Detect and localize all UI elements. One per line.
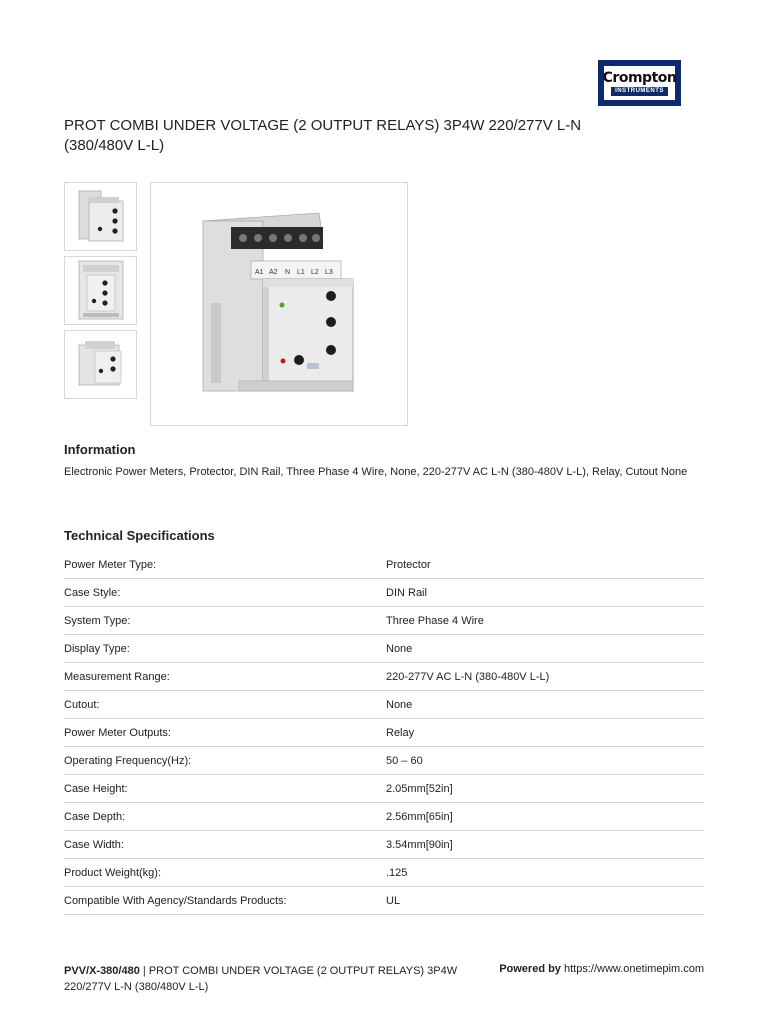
spec-value: 2.56mm[65in] [386, 810, 453, 823]
brand-logo [598, 60, 681, 106]
spec-row [64, 719, 704, 747]
spec-row [64, 663, 704, 691]
information-text: Electronic Power Meters, Protector, DIN Rail, Three Phase 4 Wire, None, 220-277V AC L-N (380-480V L-L), Relay, Cutout None [64, 466, 688, 478]
spec-row [64, 607, 704, 635]
terminal-label: A1 [255, 269, 264, 276]
footer-product-line [64, 963, 464, 995]
footer-separator: | [139, 965, 149, 977]
logo-wordmark: Crompton [602, 69, 677, 86]
spec-label: Product Weight(kg): [64, 866, 162, 879]
terminal-label: L1 [297, 269, 305, 276]
terminal-label: A2 [269, 269, 278, 276]
spec-label: Power Meter Outputs: [64, 726, 171, 739]
information-heading: Information [64, 442, 136, 457]
terminal-label: L2 [311, 269, 319, 276]
spec-value: DIN Rail [386, 586, 427, 599]
product-thumbnail-3[interactable] [64, 330, 137, 399]
spec-label: System Type: [64, 614, 131, 627]
spec-row [64, 859, 704, 887]
spec-value: Relay [386, 726, 415, 739]
spec-value: 3.54mm[90in] [386, 838, 453, 851]
spec-value: Three Phase 4 Wire [386, 614, 484, 627]
logo-subtext: INSTRUMENTS [611, 87, 668, 96]
powered-by-label: Powered by [499, 963, 561, 975]
spec-label: Cutout: [64, 698, 100, 711]
product-thumbnail-1[interactable] [64, 182, 137, 251]
spec-label: Operating Frequency(Hz): [64, 754, 192, 767]
powered-by-link[interactable]: https://www.onetimepim.com [564, 963, 704, 975]
spec-value: 220-277V AC L-N (380-480V L-L) [386, 670, 550, 683]
spec-label: Measurement Range: [64, 670, 170, 683]
terminal-label: L3 [325, 269, 333, 276]
product-title: PROT COMBI UNDER VOLTAGE (2 OUTPUT RELAYS) 3P4W 220/277V L-N (380/480V L-L) [64, 117, 582, 154]
product-main-image [150, 182, 408, 426]
spec-row [64, 803, 704, 831]
spec-label: Case Style: [64, 586, 121, 599]
footer-sku: PVV/X-380/480 [64, 965, 140, 977]
spec-value: None [386, 698, 413, 711]
spec-value: None [386, 642, 413, 655]
spec-label: Compatible With Agency/Standards Products: [64, 894, 287, 907]
spec-row [64, 831, 704, 859]
spec-value: 50 – 60 [386, 754, 423, 767]
spec-row [64, 887, 704, 915]
spec-label: Case Width: [64, 838, 124, 851]
spec-row [64, 691, 704, 719]
footer-description: PROT COMBI UNDER VOLTAGE (2 OUTPUT RELAYS) 3P4W 220/277V L-N (380/480V L-L) [64, 965, 458, 993]
spec-label: Power Meter Type: [64, 558, 157, 571]
spec-label: Case Depth: [64, 810, 126, 823]
terminal-label: N [285, 269, 291, 276]
spec-label: Display Type: [64, 642, 130, 655]
spec-row [64, 635, 704, 663]
spec-value: 2.05mm[52in] [386, 782, 453, 795]
product-thumbnail-2[interactable] [64, 256, 137, 325]
spec-row [64, 775, 704, 803]
footer-powered-by [499, 963, 704, 975]
spec-row [64, 551, 704, 579]
specs-heading: Technical Specifications [64, 528, 215, 543]
spec-value: UL [386, 894, 401, 907]
spec-row [64, 747, 704, 775]
specs-table [64, 551, 704, 915]
spec-label: Case Height: [64, 782, 128, 795]
spec-value: Protector [386, 558, 431, 571]
spec-value: .125 [386, 866, 408, 879]
spec-row [64, 579, 704, 607]
